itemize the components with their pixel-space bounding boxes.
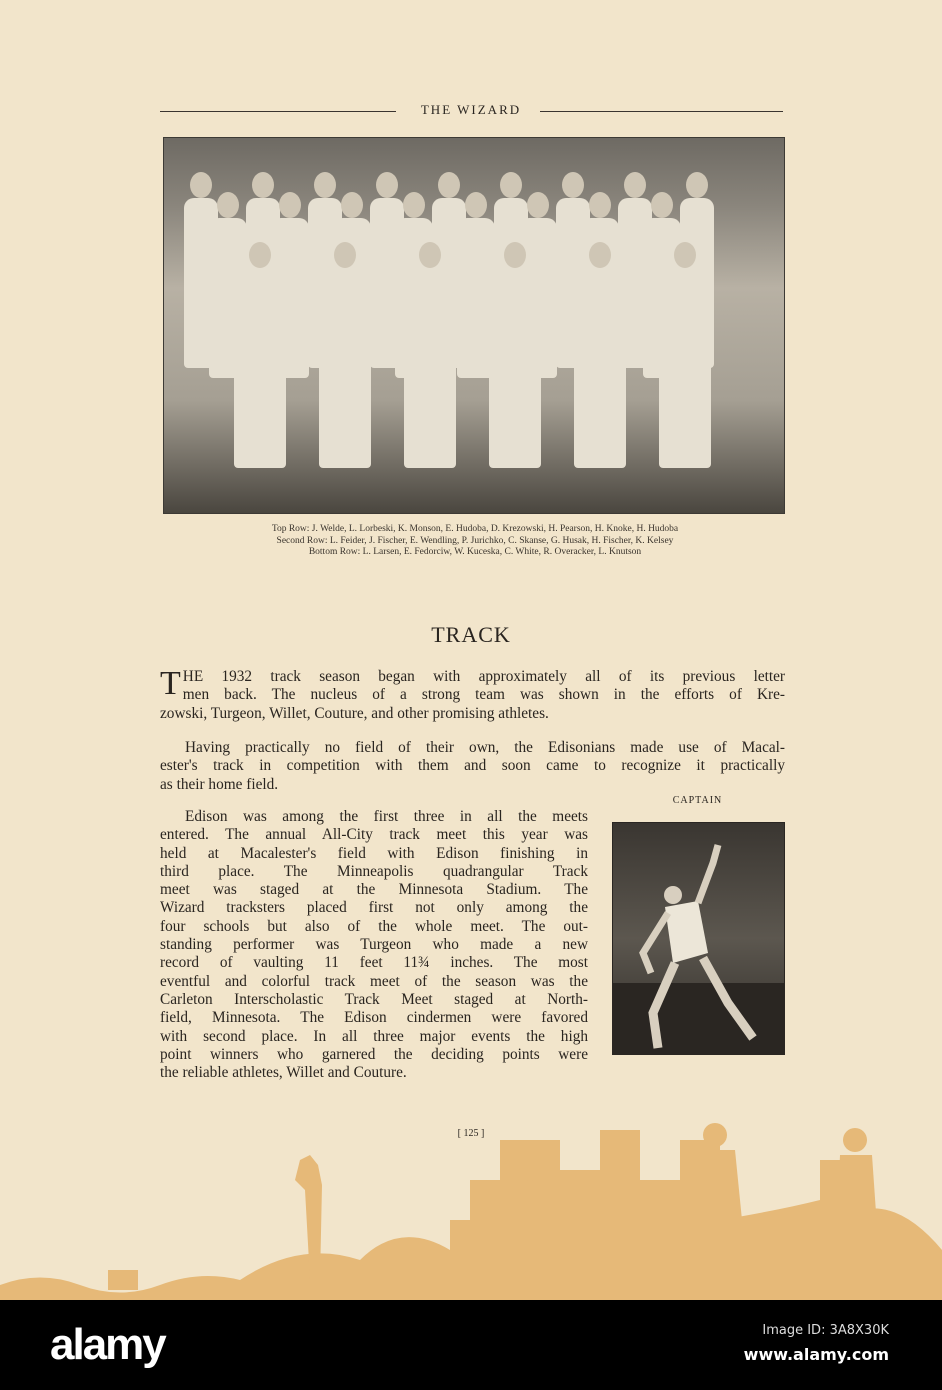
athlete-figure [234,268,286,468]
athlete-head [686,172,708,198]
athlete-head [651,192,673,218]
athlete-head [376,172,398,198]
athlete-head [419,242,441,268]
text-line: record of vaulting 11 feet 11¾ inches. The most [160,954,588,972]
athlete-figure [404,268,456,468]
text-line: meet was staged at the Minnesota Stadium. The [160,881,588,899]
team-photo [163,137,785,514]
text-line: point winners who garnered the deciding points were [160,1045,588,1063]
athlete-head [624,172,646,198]
athlete-figure [489,268,541,468]
text-line: four schools but also of the whole meet. The out- [160,917,588,935]
paragraph-3 [160,808,588,1082]
text-line: Having practically no field of their own, the Edisonians made use of Macal- [185,739,785,756]
athlete-figure [659,268,711,468]
athlete-head [465,192,487,218]
athlete-head [279,192,301,218]
paragraph-2 [160,739,785,794]
athlete-head [252,172,274,198]
athlete-head [403,192,425,218]
caption-second-row: Second Row: L. Feider, J. Fischer, E. Wendling, P. Jurichko, C. Skanse, G. Husak, H. Fischer, K. Kelsey [276,535,674,546]
text-line: HE 1932 track season began with approximately all of its previous letter [182,668,785,685]
athlete-head [190,172,212,198]
athlete-head [249,242,271,268]
caption-bottom-row: Bottom Row: L. Larsen, E. Fedorciw, W. Kuceska, C. White, R. Overacker, L. Knutson [308,547,642,557]
athlete-head [589,192,611,218]
watermark-url: www.alamy.com [743,1345,889,1364]
decorative-footer-illustration [0,1120,942,1300]
drop-cap: T [160,665,181,702]
text-line: third place. The Minneapolis quadrangular Track [160,862,588,880]
text-line: Wizard tracksters placed first not only among the [160,899,588,917]
captain-label: CAPTAIN [672,795,723,806]
athlete-head [500,172,522,198]
text-line: as their home field. [160,775,279,793]
athlete-head [562,172,584,198]
watermark-image-id: Image ID: 3A8X30K [762,1323,889,1338]
text-line: ester's track in competition with them and soon came to recognize it practically [160,757,785,775]
text-line: with second place. In all three major events the high [160,1027,588,1045]
caption-top-row: Top Row: J. Welde, L. Lorbeski, K. Monson, E. Hudoba, D. Krezowski, H. Pearson, H. Knoke, H. Hudoba [271,524,679,534]
text-line: the reliable athletes, Willet and Couture. [160,1064,407,1082]
text-line: men back. The nucleus of a strong team was shown in the efforts of Kre- [182,686,785,704]
athlete-head [589,242,611,268]
text-line: field, Minnesota. The Edison cindermen were favored [160,1009,588,1027]
paragraph-1 [160,665,785,723]
captain-photo [612,822,785,1055]
watermark-logo: alamy [50,1320,165,1369]
athlete-head [217,192,239,218]
team-photo-caption [160,524,790,559]
running-header: THE WIZARD [420,102,522,117]
athlete-head [504,242,526,268]
athlete-head [334,242,356,268]
athlete-head [341,192,363,218]
text-line: zowski, Turgeon, Willet, Couture, and other promising athletes. [160,704,549,722]
captain-figure [613,823,784,1054]
athlete-head [314,172,336,198]
athlete-figure [319,268,371,468]
section-title: TRACK [431,622,511,647]
athlete-head [527,192,549,218]
text-line: held at Macalester's field with Edison finishing in [160,844,588,862]
athlete-figure [574,268,626,468]
athlete-head [438,172,460,198]
text-line: Edison was among the first three in all the meets [185,808,588,825]
page-number: [ 125 ] [457,1128,485,1139]
text-line: standing performer was Turgeon who made a new [160,936,588,954]
text-line: Carleton Interscholastic Track Meet staged at North- [160,990,588,1008]
text-line: eventful and colorful track meet of the season was the [160,972,588,990]
text-line: entered. The annual All-City track meet this year was [160,826,588,844]
athlete-head [674,242,696,268]
